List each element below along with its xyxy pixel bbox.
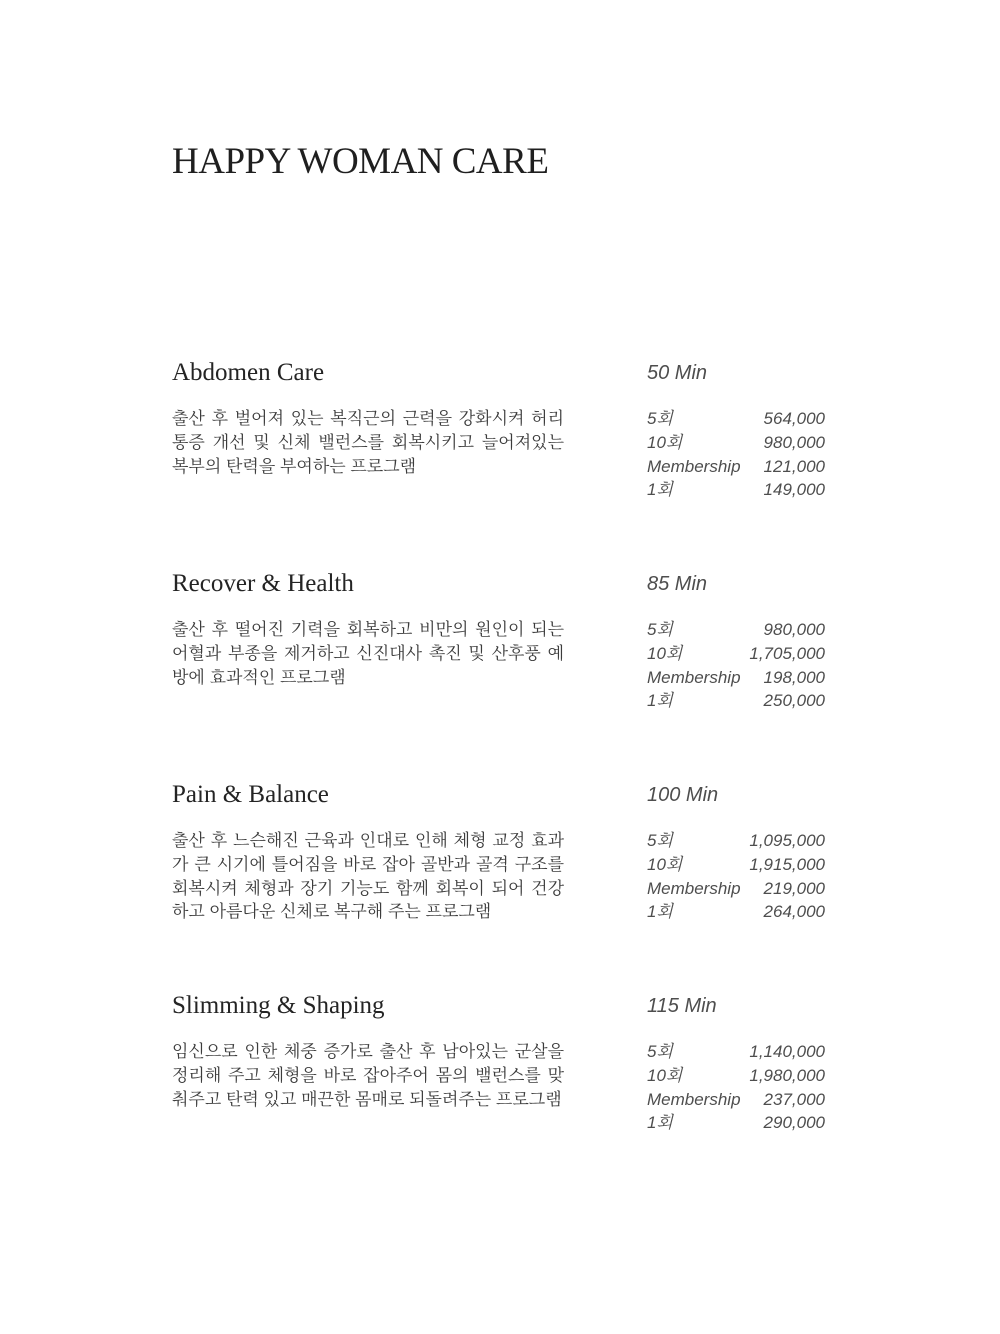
price-value: 198,000 (763, 667, 825, 687)
price-value: 237,000 (763, 1089, 825, 1109)
price-table (647, 618, 825, 713)
price-label: 10회 (647, 643, 683, 663)
price-table (647, 407, 825, 502)
price-value: 980,000 (763, 432, 825, 452)
price-value: 264,000 (763, 902, 825, 922)
price-label: 1회 (647, 1113, 673, 1133)
section-left-column (172, 991, 564, 1135)
section-description: 출산 후 느슨해진 근육과 인대로 인해 체형 교정 효과가 큰 시기에 틀어짐을 바로 잡아 골반과 골격 구조를 회복시켜 체형과 장기 기능도 함께 회복이 되어 건강하고 아름다운 신체로 복구해 주는 프로그램 (172, 831, 564, 922)
section-heading: Recover & Health (172, 570, 354, 597)
price-row (647, 455, 825, 479)
price-value: 290,000 (763, 1113, 825, 1133)
price-row (647, 900, 825, 924)
price-value: 1,915,000 (749, 854, 825, 874)
price-label: Membership (647, 1089, 741, 1109)
price-label: 5회 (647, 1042, 673, 1061)
section-right-column (647, 569, 825, 713)
price-row (647, 689, 825, 713)
section-description: 출산 후 벌어져 있는 복직근의 근력을 강화시켜 허리 통증 개선 및 신체 밸런스를 회복시키고 늘어져있는 복부의 탄력을 부여하는 프로그램 (172, 409, 564, 476)
price-value: 1,095,000 (749, 831, 825, 850)
price-row (647, 1111, 825, 1135)
price-label: 10회 (647, 854, 683, 874)
section-recover-health (172, 569, 825, 713)
price-row (647, 431, 825, 455)
price-row (647, 1040, 825, 1064)
price-label: 5회 (647, 831, 673, 850)
section-left-column (172, 569, 564, 713)
price-row (647, 877, 825, 901)
price-label: 1회 (647, 480, 673, 500)
price-value: 250,000 (763, 691, 825, 711)
section-pain-balance (172, 780, 825, 924)
price-label: 5회 (647, 620, 673, 639)
price-label: 10회 (647, 432, 683, 452)
section-heading: Abdomen Care (172, 359, 325, 386)
price-table (647, 1040, 825, 1135)
section-right-column (647, 991, 825, 1135)
price-value: 1,705,000 (749, 643, 825, 663)
section-right-column (647, 780, 825, 924)
price-row (647, 829, 825, 853)
price-row (647, 478, 825, 502)
section-right-column (647, 358, 825, 502)
price-row (647, 618, 825, 642)
price-value: 121,000 (763, 456, 825, 476)
price-table (647, 829, 825, 924)
section-left-column (172, 358, 564, 502)
price-label: 10회 (647, 1065, 683, 1085)
section-abdomen-care (172, 358, 825, 502)
price-label: Membership (647, 456, 741, 476)
section-duration: 100 Min (647, 784, 719, 806)
price-row (647, 642, 825, 666)
price-row (647, 853, 825, 877)
price-row (647, 1064, 825, 1088)
price-row (647, 407, 825, 431)
section-duration: 85 Min (647, 573, 708, 595)
section-description: 출산 후 떨어진 기력을 회복하고 비만의 원인이 되는 어혈과 부종을 제거하고 신진대사 촉진 및 산후풍 예방에 효과적인 프로그램 (172, 620, 564, 687)
section-description: 임신으로 인한 체중 증가로 출산 후 남아있는 군살을 정리해 주고 체형을 바로 잡아주어 몸의 밸런스를 맞춰주고 탄력 있고 매끈한 몸매로 되돌려주는 프로그램 (172, 1042, 564, 1109)
price-value: 1,140,000 (749, 1042, 825, 1061)
section-heading: Pain & Balance (172, 781, 329, 808)
price-label: 1회 (647, 902, 673, 922)
price-row (647, 1088, 825, 1112)
price-value: 149,000 (763, 480, 825, 500)
section-left-column (172, 780, 564, 924)
price-row (647, 666, 825, 690)
price-label: Membership (647, 667, 741, 687)
price-value: 564,000 (763, 409, 825, 428)
section-duration: 115 Min (647, 995, 717, 1017)
price-label: Membership (647, 878, 741, 898)
section-heading: Slimming & Shaping (172, 992, 385, 1019)
price-label: 5회 (647, 409, 673, 428)
price-value: 1,980,000 (749, 1065, 825, 1085)
section-slimming-shaping (172, 991, 825, 1135)
section-duration: 50 Min (647, 362, 708, 384)
price-value: 980,000 (763, 620, 825, 639)
price-value: 219,000 (763, 878, 825, 898)
page-title: HAPPY WOMAN CARE (172, 141, 549, 182)
price-label: 1회 (647, 691, 673, 711)
